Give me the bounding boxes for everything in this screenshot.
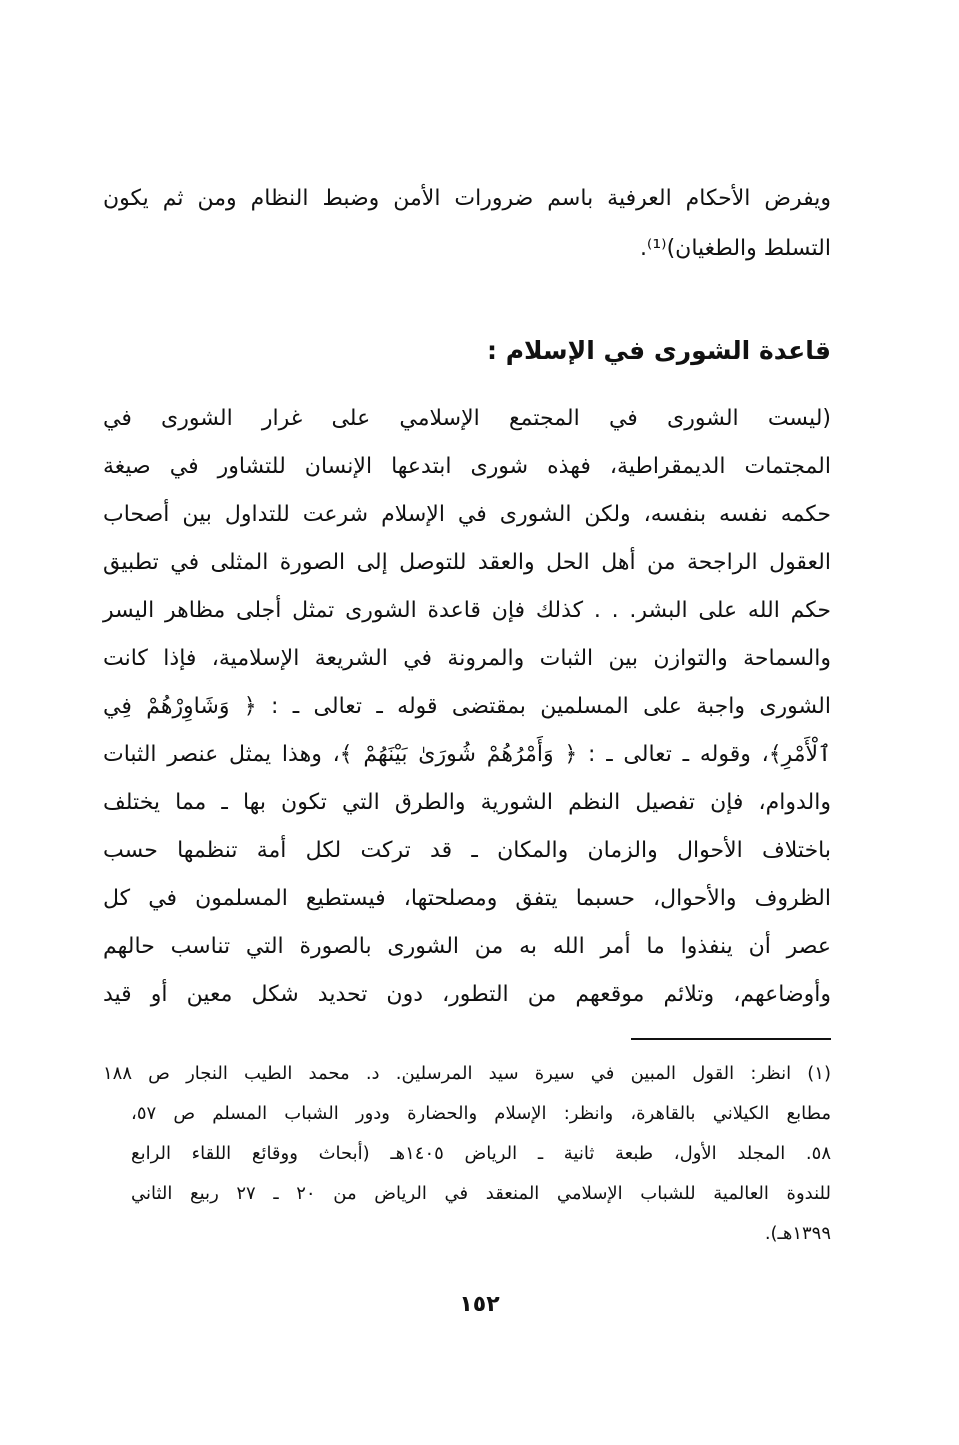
footnote-divider xyxy=(631,1038,831,1040)
body-line: حكم الله على البشر. . . كذلك فإن قاعدة الشورى تمثل أجلى مظاهر اليسر xyxy=(103,598,831,623)
body-line: باختلاف الأحوال والزمان والمكان ـ قد تركت لكل أمة تنظمها حسب xyxy=(103,838,831,863)
body-line: (ليست الشورى في المجتمع الإسلامي على غرار الشورى في xyxy=(103,406,831,431)
footnote-line: (١) انظر: القول المبين في سيرة سيد المرسلين. د. محمد الطيب النجار ص ١٨٨ xyxy=(103,1063,831,1084)
body-line: والدوام، فإن تفصيل النظم الشورية والطرق التي تكون بها ـ مما يختلف xyxy=(103,790,831,815)
body-line: والسماحة والتوازن بين الثبات والمرونة في الشريعة الإسلامية، فإذا كانت xyxy=(103,646,831,671)
body-line: الشورى واجبة على المسلمين بمقتضى قوله ـ تعالى ـ : ﴿ وَشَاوِرْهُمْ فِي xyxy=(103,694,831,719)
section-heading: قاعدة الشورى في الإسلام : xyxy=(487,336,831,365)
footnote-line: ٥٨. المجلد الأول، طبعة ثانية ـ الرياض ١٤٠٥هـ (أبحاث ووقائع اللقاء الرابع xyxy=(131,1143,831,1164)
body-line: عصر أن ينفذوا ما أمر الله به من الشورى بالصورة التي تناسب حالهم xyxy=(103,934,831,959)
body-line: المجتمات الديمقراطية، فهذه شورى ابتدعها الإنسان للتشاور في صيغة xyxy=(103,454,831,479)
intro-line: ويفرض الأحكام العرفية باسم ضرورات الأمن وضبط النظام ومن ثم يكون xyxy=(103,186,831,211)
body-line: وأوضاعهم، وتلائم موقعهم من التطور، دون تحديد شكل معين أو قيد xyxy=(103,982,831,1007)
footnote-line: مطابع الكيلاني بالقاهرة، وانظر: الإسلام والحضارة ودور الشباب المسلم ص ٥٧، xyxy=(131,1103,831,1124)
page-number: ١٥٢ xyxy=(459,1292,500,1317)
body-line: العقول الراجحة من أهل الحل والعقد للتوصل إلى الصورة المثلى في تطبيق xyxy=(103,550,831,575)
body-line: ٱلْأَمْرِ﴾، وقوله ـ تعالى ـ : ﴿ وَأَمْرُهُمْ شُورَىٰ بَيْنَهُمْ ﴾، وهذا يمثل عنصر الثبات xyxy=(103,742,831,767)
body-line: حكمه نفسه بنفسه، ولكن الشورى في الإسلام شرعت للتداول بين أصحاب xyxy=(103,502,831,527)
intro-line: التسلط والطغيان)⁽¹⁾. xyxy=(639,236,831,261)
footnote-line: ١٣٩٩هـ). xyxy=(764,1223,831,1244)
footnote-line: للندوة العالمية للشباب الإسلامي المنعقد في الرياض من ٢٠ ـ ٢٧ ربيع الثاني xyxy=(131,1183,831,1204)
body-line: الظروف والأحوال، حسبما يتفق ومصلحتها، فيستطيع المسلمون في كل xyxy=(103,886,831,911)
